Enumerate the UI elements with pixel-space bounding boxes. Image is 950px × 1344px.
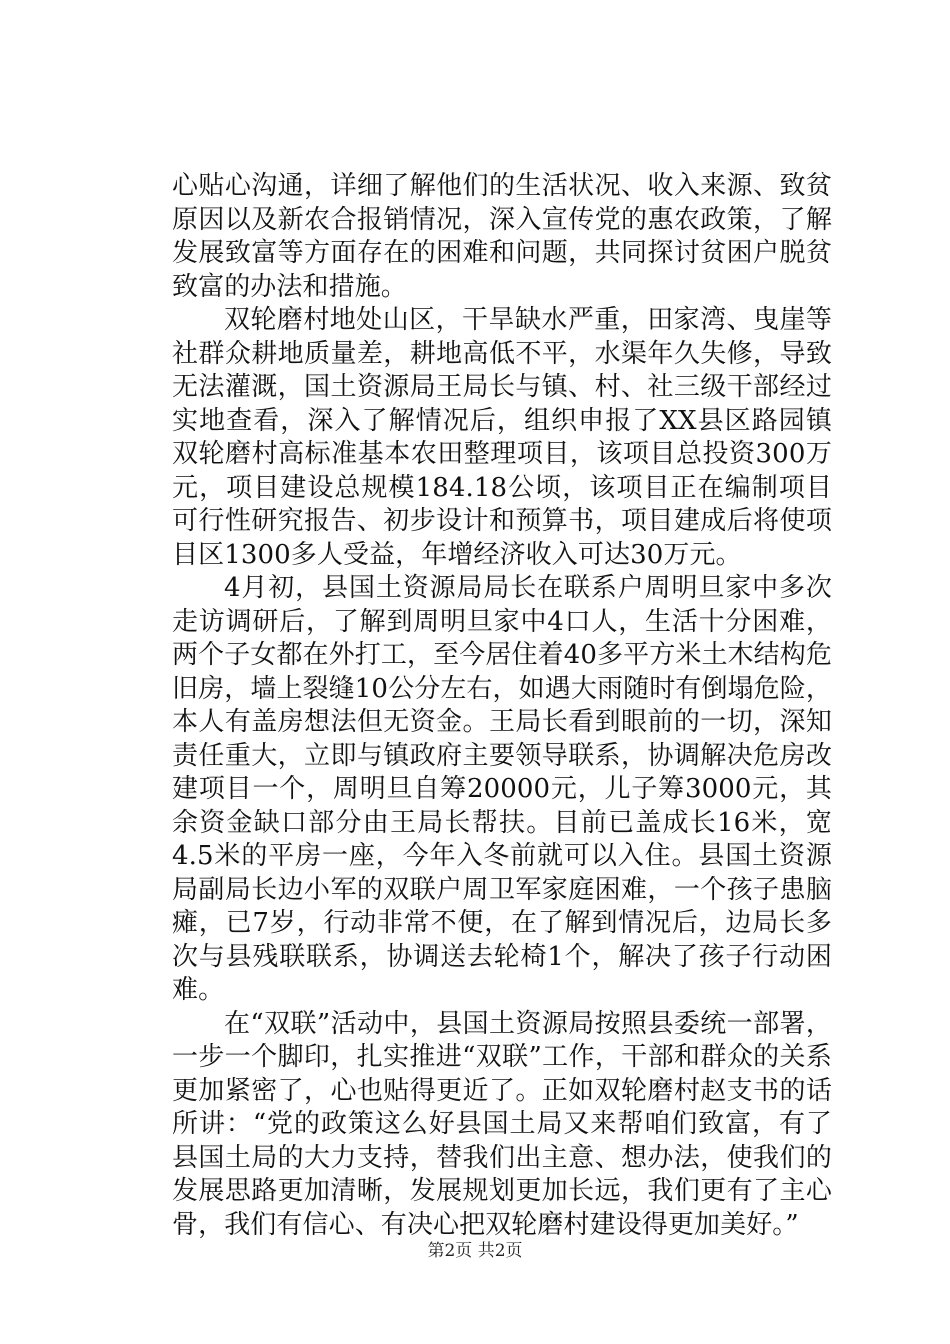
document-body bbox=[172, 170, 832, 1242]
paragraph-continuation: 心贴心沟通，详细了解他们的生活状况、收入来源、致贫原因以及新农合报销情况，深入宣传党的惠农政策，了解发展致富等方面存在的困难和问题，共同探讨贫困户脱贫致富的办法和措施。 bbox=[172, 171, 832, 302]
paragraph-conclusion: 在“双联”活动中，县国土资源局按照县委统一部署，一步一个脚印，扎实推进“双联”工作，干部和群众的关系更加紧密了，心也贴得更近了。正如双轮磨村赵支书的话所讲：“党的政策这么好县国土局又来帮咱们致富，有了县国土局的大力支持，替我们出主意、想办法，使我们的发展思路更加清晰，发展规划更加长远，我们更有了主心骨，我们有信心、有决心把双轮磨村建设得更加美好。” bbox=[172, 1008, 832, 1240]
page-number-footer: 第2页 共2页 bbox=[427, 1241, 523, 1261]
paragraph-housing-assistance: 4月初，县国土资源局局长在联系户周明旦家中多次走访调研后，了解到周明旦家中4口人，生活十分困难，两个子女都在外打工，至今居住着40多平方米土木结构危旧房，墙上裂缝10公分左右，如遇大雨随时有倒塌危险，本人有盖房想法但无资金。王局长看到眼前的一切，深知责任重大，立即与镇政府主要领导联系，协调解决危房改建项目一个，周明旦自筹20000元，儿子筹3000元，其余资金缺口部分由王局长帮扶。目前已盖成长16米，宽4.5米的平房一座，今年入冬前就可以入住。县国土资源局副局长边小军的双联户周卫军家庭困难，一个孩子患脑瘫，已7岁，行动非常不便，在了解到情况后，边局长多次与县残联联系，协调送去轮椅1个，解决了孩子行动困难。 bbox=[172, 573, 832, 1005]
paragraph-farmland-project: 双轮磨村地处山区，干旱缺水严重，田家湾、曳崖等社群众耕地质量差，耕地高低不平，水渠年久失修，导致无法灌溉，国土资源局王局长与镇、村、社三级干部经过实地查看，深入了解情况后，组织申报了XX县区路园镇双轮磨村高标准基本农田整理项目，该项目总投资300万元，项目建设总规模184.18公顷，该项目正在编制项目可行性研究报告、初步设计和预算书，项目建成后将使项目区1300多人受益，年增经济收入可达30万元。 bbox=[172, 305, 832, 570]
